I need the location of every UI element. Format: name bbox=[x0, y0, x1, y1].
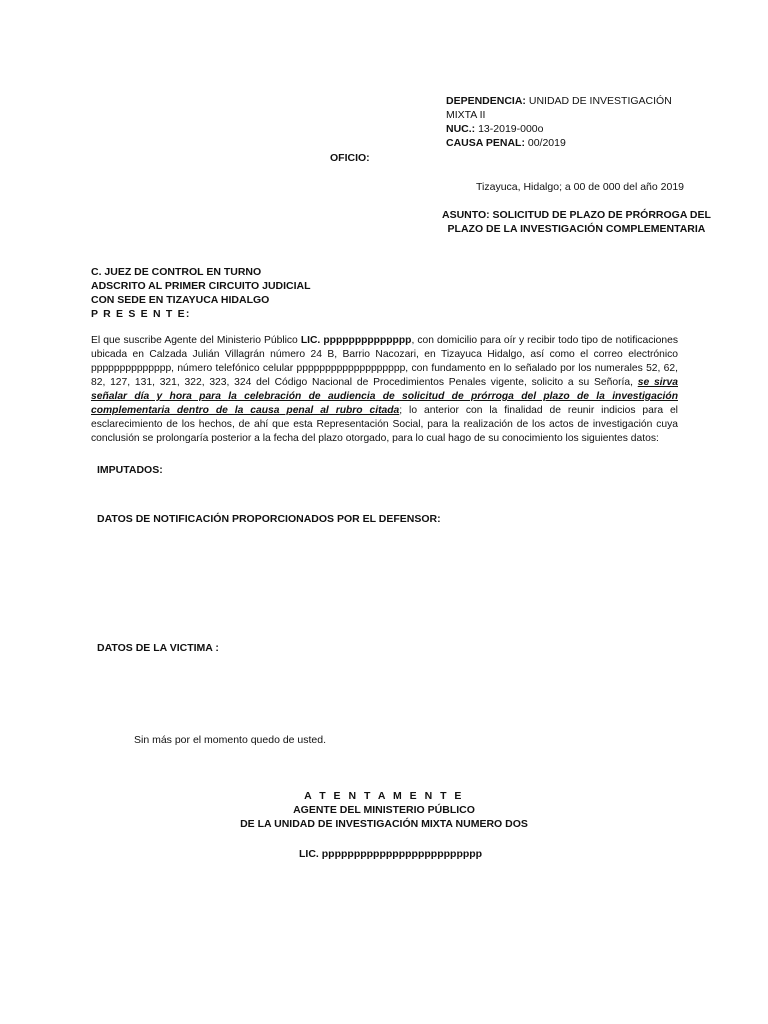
signature-title-2: DE LA UNIDAD DE INVESTIGACIÓN MIXTA NUMERO DOS bbox=[240, 818, 528, 830]
addressee-block bbox=[91, 265, 311, 321]
subject-block bbox=[442, 208, 711, 236]
presente-line: P R E S E N T E: bbox=[91, 308, 191, 320]
signature-title-1: AGENTE DEL MINISTERIO PÚBLICO bbox=[293, 804, 475, 816]
atentamente: A T E N T A M E N T E bbox=[304, 790, 464, 802]
subject-line-1: ASUNTO: SOLICITUD DE PLAZO DE PRÓRROGA DEL bbox=[442, 209, 711, 221]
dependencia-label: DEPENDENCIA: bbox=[446, 95, 526, 107]
place-date: Tizayuca, Hidalgo; a 00 de 000 del año 2019 bbox=[476, 181, 685, 193]
signer-name: LIC. ppppppppppppppppppppppppp bbox=[299, 848, 483, 860]
oficio-label: OFICIO: bbox=[330, 152, 370, 164]
signature-block bbox=[0, 789, 768, 831]
dependencia-line bbox=[446, 94, 672, 108]
nuc-value: 13-2019-000o bbox=[475, 123, 544, 135]
imputados-heading: IMPUTADOS: bbox=[97, 464, 163, 476]
nuc-label: NUC.: bbox=[446, 123, 476, 135]
body-part-3: ; lo anterior con la finalidad de reunir indicios para el esclarecimiento de los hechos, de ahí que esta Representación Social, para la realización de los actos de investigación cuya conclusión se prolongaría posterior a la fecha del plazo otorgado, para lo cual hago de su conocimiento los siguientes datos: bbox=[91, 405, 678, 444]
dependencia-value: UNIDAD DE INVESTIGACIÓN bbox=[525, 95, 672, 107]
request-text: se sirva señalar día y hora para la celebración de audiencia de solicitud de prórroga del plazo de la investigación complementaria dentro de la causa penal al rubro citada bbox=[91, 377, 678, 416]
defensor-heading: DATOS DE NOTIFICACIÓN PROPORCIONADOS POR EL DEFENSOR: bbox=[97, 513, 441, 525]
causa-value: 00/2019 bbox=[524, 137, 566, 149]
victima-heading: DATOS DE LA VICTIMA : bbox=[97, 642, 219, 654]
addressee-line-2: ADSCRITO AL PRIMER CIRCUITO JUDICIAL bbox=[91, 280, 311, 292]
nuc-line bbox=[446, 122, 672, 136]
causa-line bbox=[446, 136, 672, 150]
body-part-2: , con domicilio para oír y recibir todo tipo de notificaciones ubicada en Calzada Julián Villagrán número 24 B, Barrio Nacozari, en Tizayuca Hidalgo, así como el correo electrónico pppppppppppppp, número telefónico celular ppppppppppppppppppp, con fundamento en lo señalado por los numerales 52, 62, 82, 127, 131, 321, 322, 323, 324 del Código Nacional de Procedimientos Penales vigente, solicito a su Señoría, bbox=[91, 335, 679, 388]
causa-label: CAUSA PENAL: bbox=[446, 137, 525, 149]
closing-line: Sin más por el momento quedo de usted. bbox=[134, 734, 327, 746]
dependencia-value-line2: MIXTA II bbox=[446, 109, 486, 121]
addressee-line-1: C. JUEZ DE CONTROL EN TURNO bbox=[91, 266, 262, 278]
subject-line-2: PLAZO DE LA INVESTIGACIÓN COMPLEMENTARIA bbox=[447, 223, 706, 235]
body-paragraph bbox=[91, 334, 678, 446]
body-part-1: El que suscribe Agente del Ministerio Público bbox=[91, 335, 301, 346]
addressee-line-3: CON SEDE EN TIZAYUCA HIDALGO bbox=[91, 294, 270, 306]
header-block bbox=[446, 94, 672, 150]
lic-name: LIC. pppppppppppppp bbox=[300, 335, 412, 346]
